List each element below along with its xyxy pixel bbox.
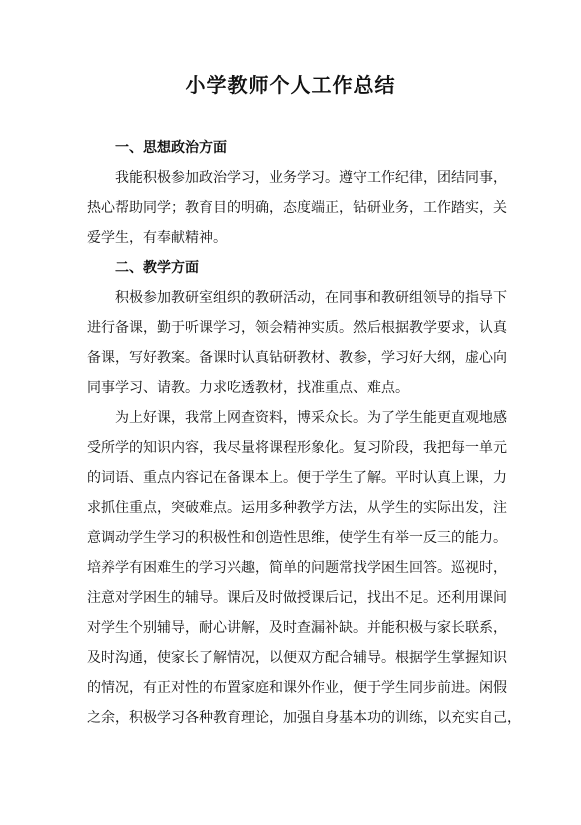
- section-heading-politics: 一、思想政治方面: [115, 140, 227, 156]
- paragraph-line: 积极参加教研室组织的教研活动，在同事和教研组领导的指导下: [115, 290, 507, 306]
- paragraph-line: 培养学有困难生的学习兴趣，简单的问题常找学困生回答。巡视时，: [87, 560, 507, 576]
- paragraph-line: 我能积极参加政治学习，业务学习。遵守工作纪律，团结同事，: [115, 170, 507, 186]
- document-body: [87, 133, 521, 733]
- paragraph-teaching-classes: [87, 403, 521, 733]
- paragraph-line: 同事学习、请教。力求吃透教材，找准重点、难点。: [87, 380, 409, 396]
- paragraph-line: 意调动学生学习的积极性和创造性思维，使学生有举一反三的能力。: [87, 530, 507, 546]
- paragraph-line: 的情况，有正对性的布置家庭和课外作业，便于学生同步前进。闲假: [87, 680, 507, 696]
- paragraph-line: 爱学生，有奉献精神。: [87, 230, 227, 246]
- document-title: 小学教师个人工作总结: [185, 73, 396, 97]
- paragraph-teaching-research: [87, 283, 507, 403]
- paragraph-line: 热心帮助同学；教育目的明确，态度端正，钻研业务，工作踏实，关: [87, 200, 507, 216]
- paragraph-line: 对学生个别辅导，耐心讲解，及时查漏补缺。并能积极与家长联系，: [87, 620, 507, 636]
- paragraph-line: 为上好课，我常上网查资料，博采众长。为了学生能更直观地感: [115, 410, 507, 426]
- paragraph-line: 的词语、重点内容记在备课本上。便于学生了解。平时认真上课，力: [87, 470, 507, 486]
- paragraph-line: 备课，写好教案。备课时认真钻研教材、教参，学习好大纲，虚心向: [87, 350, 507, 366]
- paragraph-line: 进行备课，勤于听课学习，领会精神实质。然后根据教学要求，认真: [87, 320, 507, 336]
- section-heading-teaching: 二、教学方面: [115, 260, 199, 276]
- paragraph-line: 之余，积极学习各种教育理论，加强自身基本功的训练，以充实自己，: [87, 710, 521, 726]
- paragraph-politics: [87, 163, 507, 253]
- paragraph-line: 受所学的知识内容，我尽量将课程形象化。复习阶段，我把每一单元: [87, 440, 507, 456]
- paragraph-line: 及时沟通，使家长了解情况，以便双方配合辅导。根据学生掌握知识: [87, 650, 507, 666]
- paragraph-line: 注意对学困生的辅导。课后及时做授课后记，找出不足。还利用课间: [87, 590, 507, 606]
- paragraph-line: 求抓住重点，突破难点。运用多种教学方法，从学生的实际出发，注: [87, 500, 507, 516]
